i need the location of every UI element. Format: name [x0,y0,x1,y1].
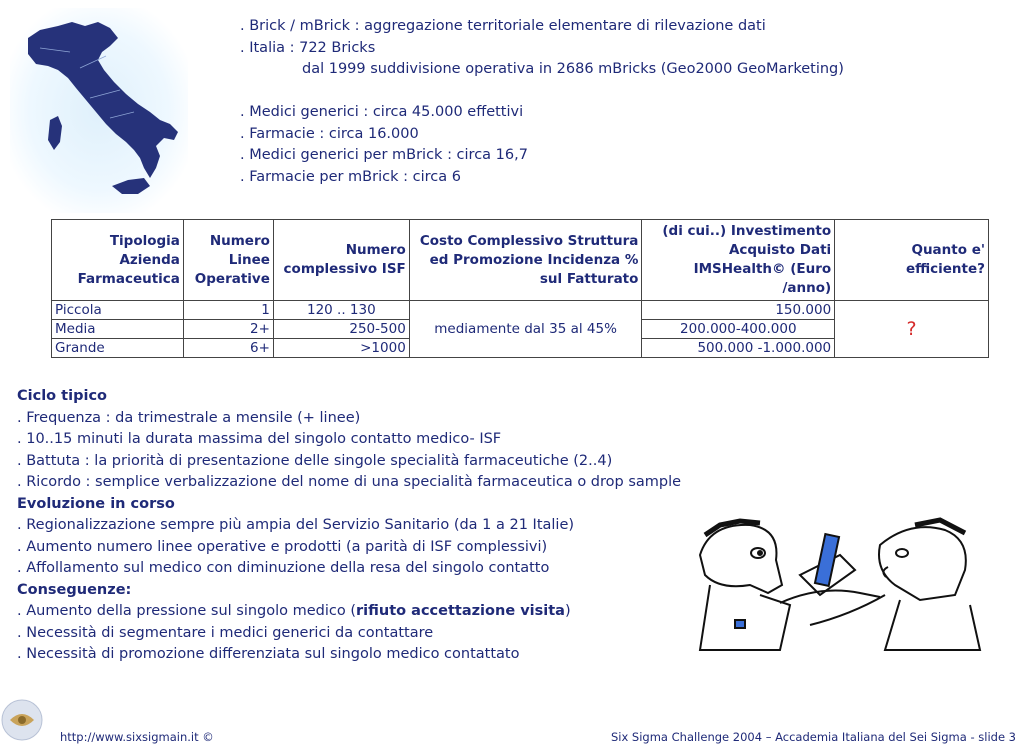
cell-costo-merged: mediamente dal 35 al 45% [409,301,642,358]
bullet-medici-per-mbrick: . Medici generici per mBrick : circa 16,7 [240,147,528,163]
cell-isf: 250-500 [273,320,409,339]
ciclo-item: . Frequenza : da trimestrale a mensile (+ linee) [17,409,361,426]
cell-invest: 150.000 [642,301,835,320]
cell-isf: >1000 [273,339,409,358]
bullet-italia: . Italia : 722 Bricks [240,39,376,56]
conseguenze-item: . Necessità di segmentare i medici generici da contattare [17,624,434,641]
cell-linee: 1 [183,301,273,320]
header-tipologia: Tipologia Azienda Farmaceutica [52,220,184,301]
conseguenze-bold: rifiuto accettazione visita [356,603,565,619]
cartoon-illustration [680,515,990,655]
logo-icon [0,690,48,748]
header-linee: Numero Linee Operative [183,220,273,301]
conseguenze-item [17,601,677,623]
cell-linee: 6+ [183,339,273,358]
pharma-company-table [51,219,989,358]
ciclo-item: . 10..15 minuti la durata massima del singolo contatto medico- ISF [17,431,502,447]
heading-conseguenze: Conseguenze: [17,581,132,598]
bullet-mbricks: dal 1999 suddivisione operativa in 2686 mBricks (Geo2000 GeoMarketing) [302,61,844,77]
bullet-brick: . Brick / mBrick : aggregazione territoriale elementare di rilevazione dati [240,18,766,34]
body-sections [17,386,682,666]
cell-invest: 500.000 -1.000.000 [642,339,835,358]
header-isf: Numero complessivo ISF [273,220,409,301]
cell-invest: 200.000-400.000 [642,320,835,339]
footer-slide-info: Six Sigma Challenge 2004 – Accademia Italiana del Sei Sigma - slide 3 [610,730,1016,744]
cell-linee: 2+ [183,320,273,339]
cell-tipo: Media [52,320,184,339]
header-investimento: (di cui..) Investimento Acquisto Dati IMSHealth© (Euro /anno) [642,220,835,301]
bullet-farmacie: . Farmacie : circa 16.000 [240,125,419,142]
conseguenze-pre: . Aumento della pressione sul singolo medico ( [17,603,357,619]
footer-url-link[interactable]: http://www.sixsigmain.it © [60,730,214,744]
bullet-medici: . Medici generici : circa 45.000 effettivi [240,104,524,120]
cell-tipo: Grande [52,339,184,358]
top-bullet-list [240,16,844,188]
italy-map-image [10,8,188,213]
question-mark: ? [835,301,989,358]
ciclo-item: . Battuta : la priorità di presentazione delle singole specialità farmaceutiche (2..4) [17,452,613,469]
cell-tipo: Piccola [52,301,184,320]
table-header-row [52,220,989,301]
evoluzione-item: . Regionalizzazione sempre più ampia del Servizio Sanitario (da 1 a 21 Italie) [17,517,575,533]
conseguenze-item: . Necessità di promozione differenziata sul singolo medico contattato [17,646,520,662]
header-costo: Costo Complessivo Struttura ed Promozione Incidenza % sul Fatturato [409,220,642,301]
ciclo-item: . Ricordo : semplice verbalizzazione del nome di una specialità farmaceutica o drop sample [17,474,682,490]
heading-ciclo: Ciclo tipico [17,388,107,404]
bullet-farmacie-per-mbrick: . Farmacie per mBrick : circa 6 [240,168,461,185]
conseguenze-post: ) [564,603,571,619]
cell-isf: 120 .. 130 [273,301,409,320]
table-row [52,301,989,320]
evoluzione-item: . Affollamento sul medico con diminuzione della resa del singolo contatto [17,560,550,576]
heading-evoluzione: Evoluzione in corso [17,495,175,512]
evoluzione-item: . Aumento numero linee operative e prodotti (a parità di ISF complessivi) [17,538,548,555]
header-efficienza: Quanto e' efficiente? [835,220,989,301]
